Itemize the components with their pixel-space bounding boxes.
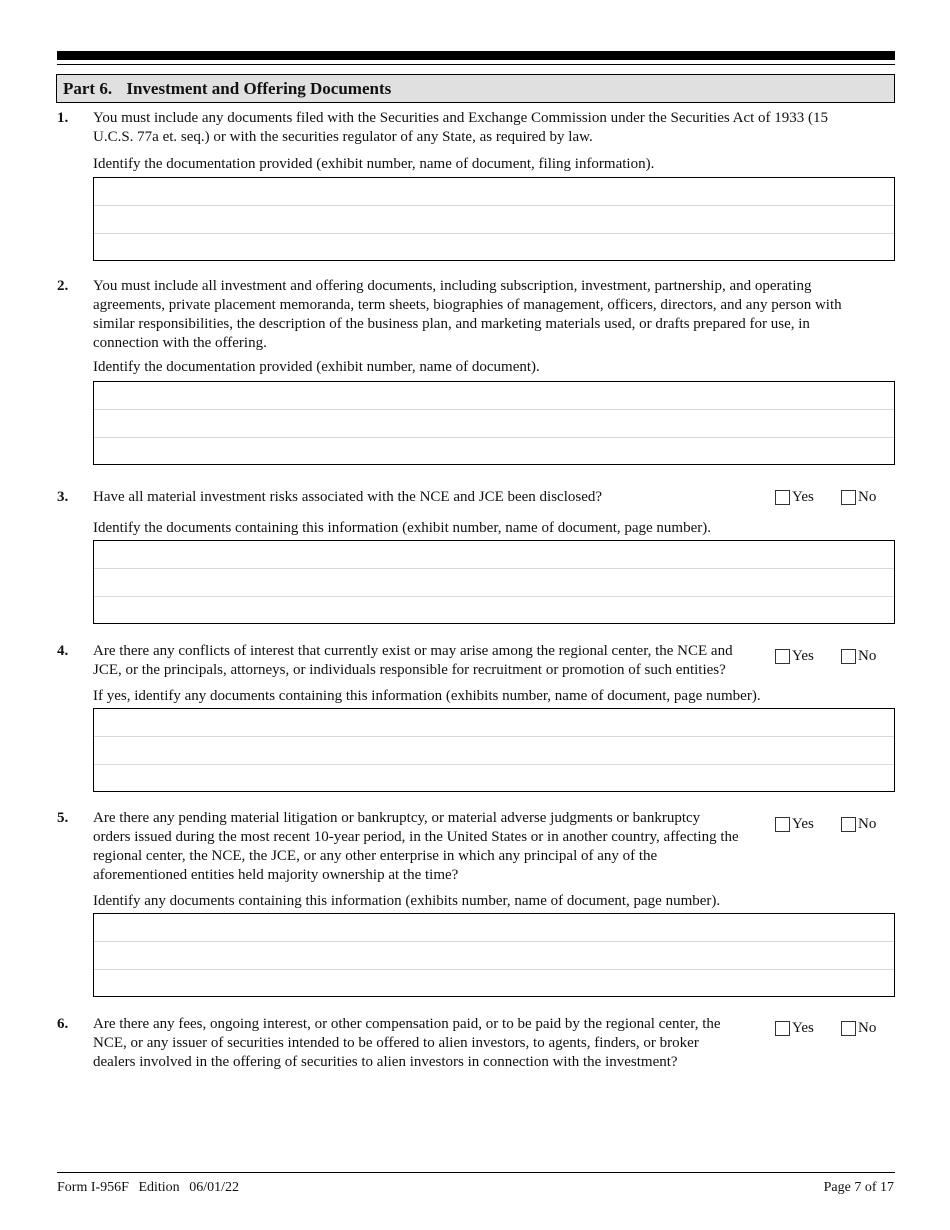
question-6-yes-checkbox[interactable] bbox=[775, 1021, 790, 1036]
response-line[interactable] bbox=[94, 569, 894, 597]
question-6-line-2: NCE, or any issuer of securities intended to be offered to alien investors, to agents, finders, or broker bbox=[93, 1035, 699, 1051]
question-1-text bbox=[93, 109, 828, 147]
response-line[interactable] bbox=[94, 597, 894, 625]
question-1-identify-label: Identify the documentation provided (exhibit number, name of document, filing information). bbox=[93, 156, 655, 172]
question-3-line-1: Have all material investment risks associated with the NCE and JCE been disclosed? bbox=[93, 489, 603, 505]
question-2-response-box[interactable] bbox=[93, 381, 895, 465]
response-line[interactable] bbox=[94, 765, 894, 793]
question-4-no-option[interactable] bbox=[841, 647, 876, 666]
footer-form-info bbox=[57, 1178, 239, 1197]
response-line[interactable] bbox=[94, 234, 894, 262]
question-5-number: 5. bbox=[57, 810, 69, 826]
response-line[interactable] bbox=[94, 737, 894, 765]
part-title: Investment and Offering Documents bbox=[126, 79, 392, 98]
yes-label: Yes bbox=[792, 489, 814, 505]
response-line[interactable] bbox=[94, 541, 894, 569]
question-3-response-box[interactable] bbox=[93, 540, 895, 624]
question-4-no-checkbox[interactable] bbox=[841, 649, 856, 664]
question-2-line-1: You must include all investment and offering documents, including subscription, investment, partnership, and operating bbox=[93, 278, 812, 294]
no-label: No bbox=[858, 489, 877, 505]
question-6-line-3: dealers involved in the offering of securities to alien investors in connection with the investment? bbox=[93, 1054, 678, 1070]
response-line[interactable] bbox=[94, 970, 894, 998]
question-5-yes-option[interactable] bbox=[775, 815, 814, 834]
question-1-line-2: U.C.S. 77a et. seq.) or with the securities regulator of any State, as required by law. bbox=[93, 129, 593, 145]
question-2-line-2: agreements, private placement memoranda, term sheets, biographies of management, officers, directors, and any person with bbox=[93, 297, 842, 313]
top-thin-rule bbox=[57, 64, 895, 65]
question-5-no-checkbox[interactable] bbox=[841, 817, 856, 832]
question-5-no-option[interactable] bbox=[841, 815, 876, 834]
no-label: No bbox=[858, 1020, 877, 1036]
question-4-line-2: JCE, or the principals, attorneys, or individuals responsible for recruitment or promotion of such entities? bbox=[93, 662, 726, 678]
footer-edition-label: Edition bbox=[138, 1180, 180, 1195]
question-4-response-box[interactable] bbox=[93, 708, 895, 792]
question-4-text bbox=[93, 642, 733, 680]
question-6-no-option[interactable] bbox=[841, 1019, 876, 1038]
question-5-response-box[interactable] bbox=[93, 913, 895, 997]
question-5-line-4: aforementioned entities held majority ownership at the time? bbox=[93, 867, 459, 883]
no-label: No bbox=[858, 648, 877, 664]
part-label: Part 6. bbox=[63, 79, 113, 98]
top-thick-rule bbox=[57, 51, 895, 60]
question-1-response-box[interactable] bbox=[93, 177, 895, 261]
question-5-line-2: orders issued during the most recent 10-year period, in the United States or in another country, affecting the bbox=[93, 829, 739, 845]
question-2-text bbox=[93, 277, 842, 353]
question-5-yes-checkbox[interactable] bbox=[775, 817, 790, 832]
question-5-line-1: Are there any pending material litigation or bankruptcy, or material adverse judgments or bankruptcy bbox=[93, 810, 701, 826]
response-line[interactable] bbox=[94, 410, 894, 438]
question-3-identify-label: Identify the documents containing this information (exhibit number, name of document, page number). bbox=[93, 520, 711, 536]
footer-edition-date: 06/01/22 bbox=[189, 1180, 239, 1195]
response-line[interactable] bbox=[94, 914, 894, 942]
question-2-line-3: similar responsibilities, the description of the business plan, and marketing materials used, or drafts prepared for use, in bbox=[93, 316, 810, 332]
footer-rule bbox=[57, 1172, 895, 1173]
question-3-number: 3. bbox=[57, 489, 69, 505]
yes-label: Yes bbox=[792, 1020, 814, 1036]
question-5-text bbox=[93, 809, 739, 885]
response-line[interactable] bbox=[94, 438, 894, 466]
question-3-yes-checkbox[interactable] bbox=[775, 490, 790, 505]
question-4-yes-option[interactable] bbox=[775, 647, 814, 666]
question-6-text bbox=[93, 1015, 721, 1072]
question-6-number: 6. bbox=[57, 1016, 69, 1032]
question-4-line-1: Are there any conflicts of interest that currently exist or may arise among the regional center, the NCE and bbox=[93, 643, 733, 659]
question-5-identify-label: Identify any documents containing this information (exhibits number, name of document, page number). bbox=[93, 893, 721, 909]
question-6-no-checkbox[interactable] bbox=[841, 1021, 856, 1036]
yes-label: Yes bbox=[792, 816, 814, 832]
footer-page-number: Page 7 of 17 bbox=[823, 1180, 894, 1195]
question-1-number: 1. bbox=[57, 110, 69, 126]
response-line[interactable] bbox=[94, 206, 894, 234]
response-line[interactable] bbox=[94, 709, 894, 737]
question-3-no-checkbox[interactable] bbox=[841, 490, 856, 505]
question-3-yes-option[interactable] bbox=[775, 488, 814, 507]
question-3-no-option[interactable] bbox=[841, 488, 876, 507]
question-3-text bbox=[93, 488, 602, 507]
question-2-number: 2. bbox=[57, 278, 69, 294]
response-line[interactable] bbox=[94, 382, 894, 410]
part-header bbox=[56, 74, 895, 103]
yes-label: Yes bbox=[792, 648, 814, 664]
question-2-line-4: connection with the offering. bbox=[93, 335, 267, 351]
response-line[interactable] bbox=[94, 942, 894, 970]
question-5-line-3: regional center, the NCE, the JCE, or any other enterprise in which any principal of any of the bbox=[93, 848, 658, 864]
question-6-line-1: Are there any fees, ongoing interest, or other compensation paid, or to be paid by the regional center, the bbox=[93, 1016, 721, 1032]
question-2-identify-label: Identify the documentation provided (exhibit number, name of document). bbox=[93, 359, 540, 375]
question-4-number: 4. bbox=[57, 643, 69, 659]
response-line[interactable] bbox=[94, 178, 894, 206]
footer-form-number: Form I-956F bbox=[57, 1180, 129, 1195]
question-4-yes-checkbox[interactable] bbox=[775, 649, 790, 664]
no-label: No bbox=[858, 816, 877, 832]
question-6-yes-option[interactable] bbox=[775, 1019, 814, 1038]
question-4-identify-label: If yes, identify any documents containing this information (exhibits number, name of document, page number). bbox=[93, 688, 761, 704]
question-1-line-1: You must include any documents filed with the Securities and Exchange Commission under the Securities Act of 1933 (15 bbox=[93, 110, 829, 126]
